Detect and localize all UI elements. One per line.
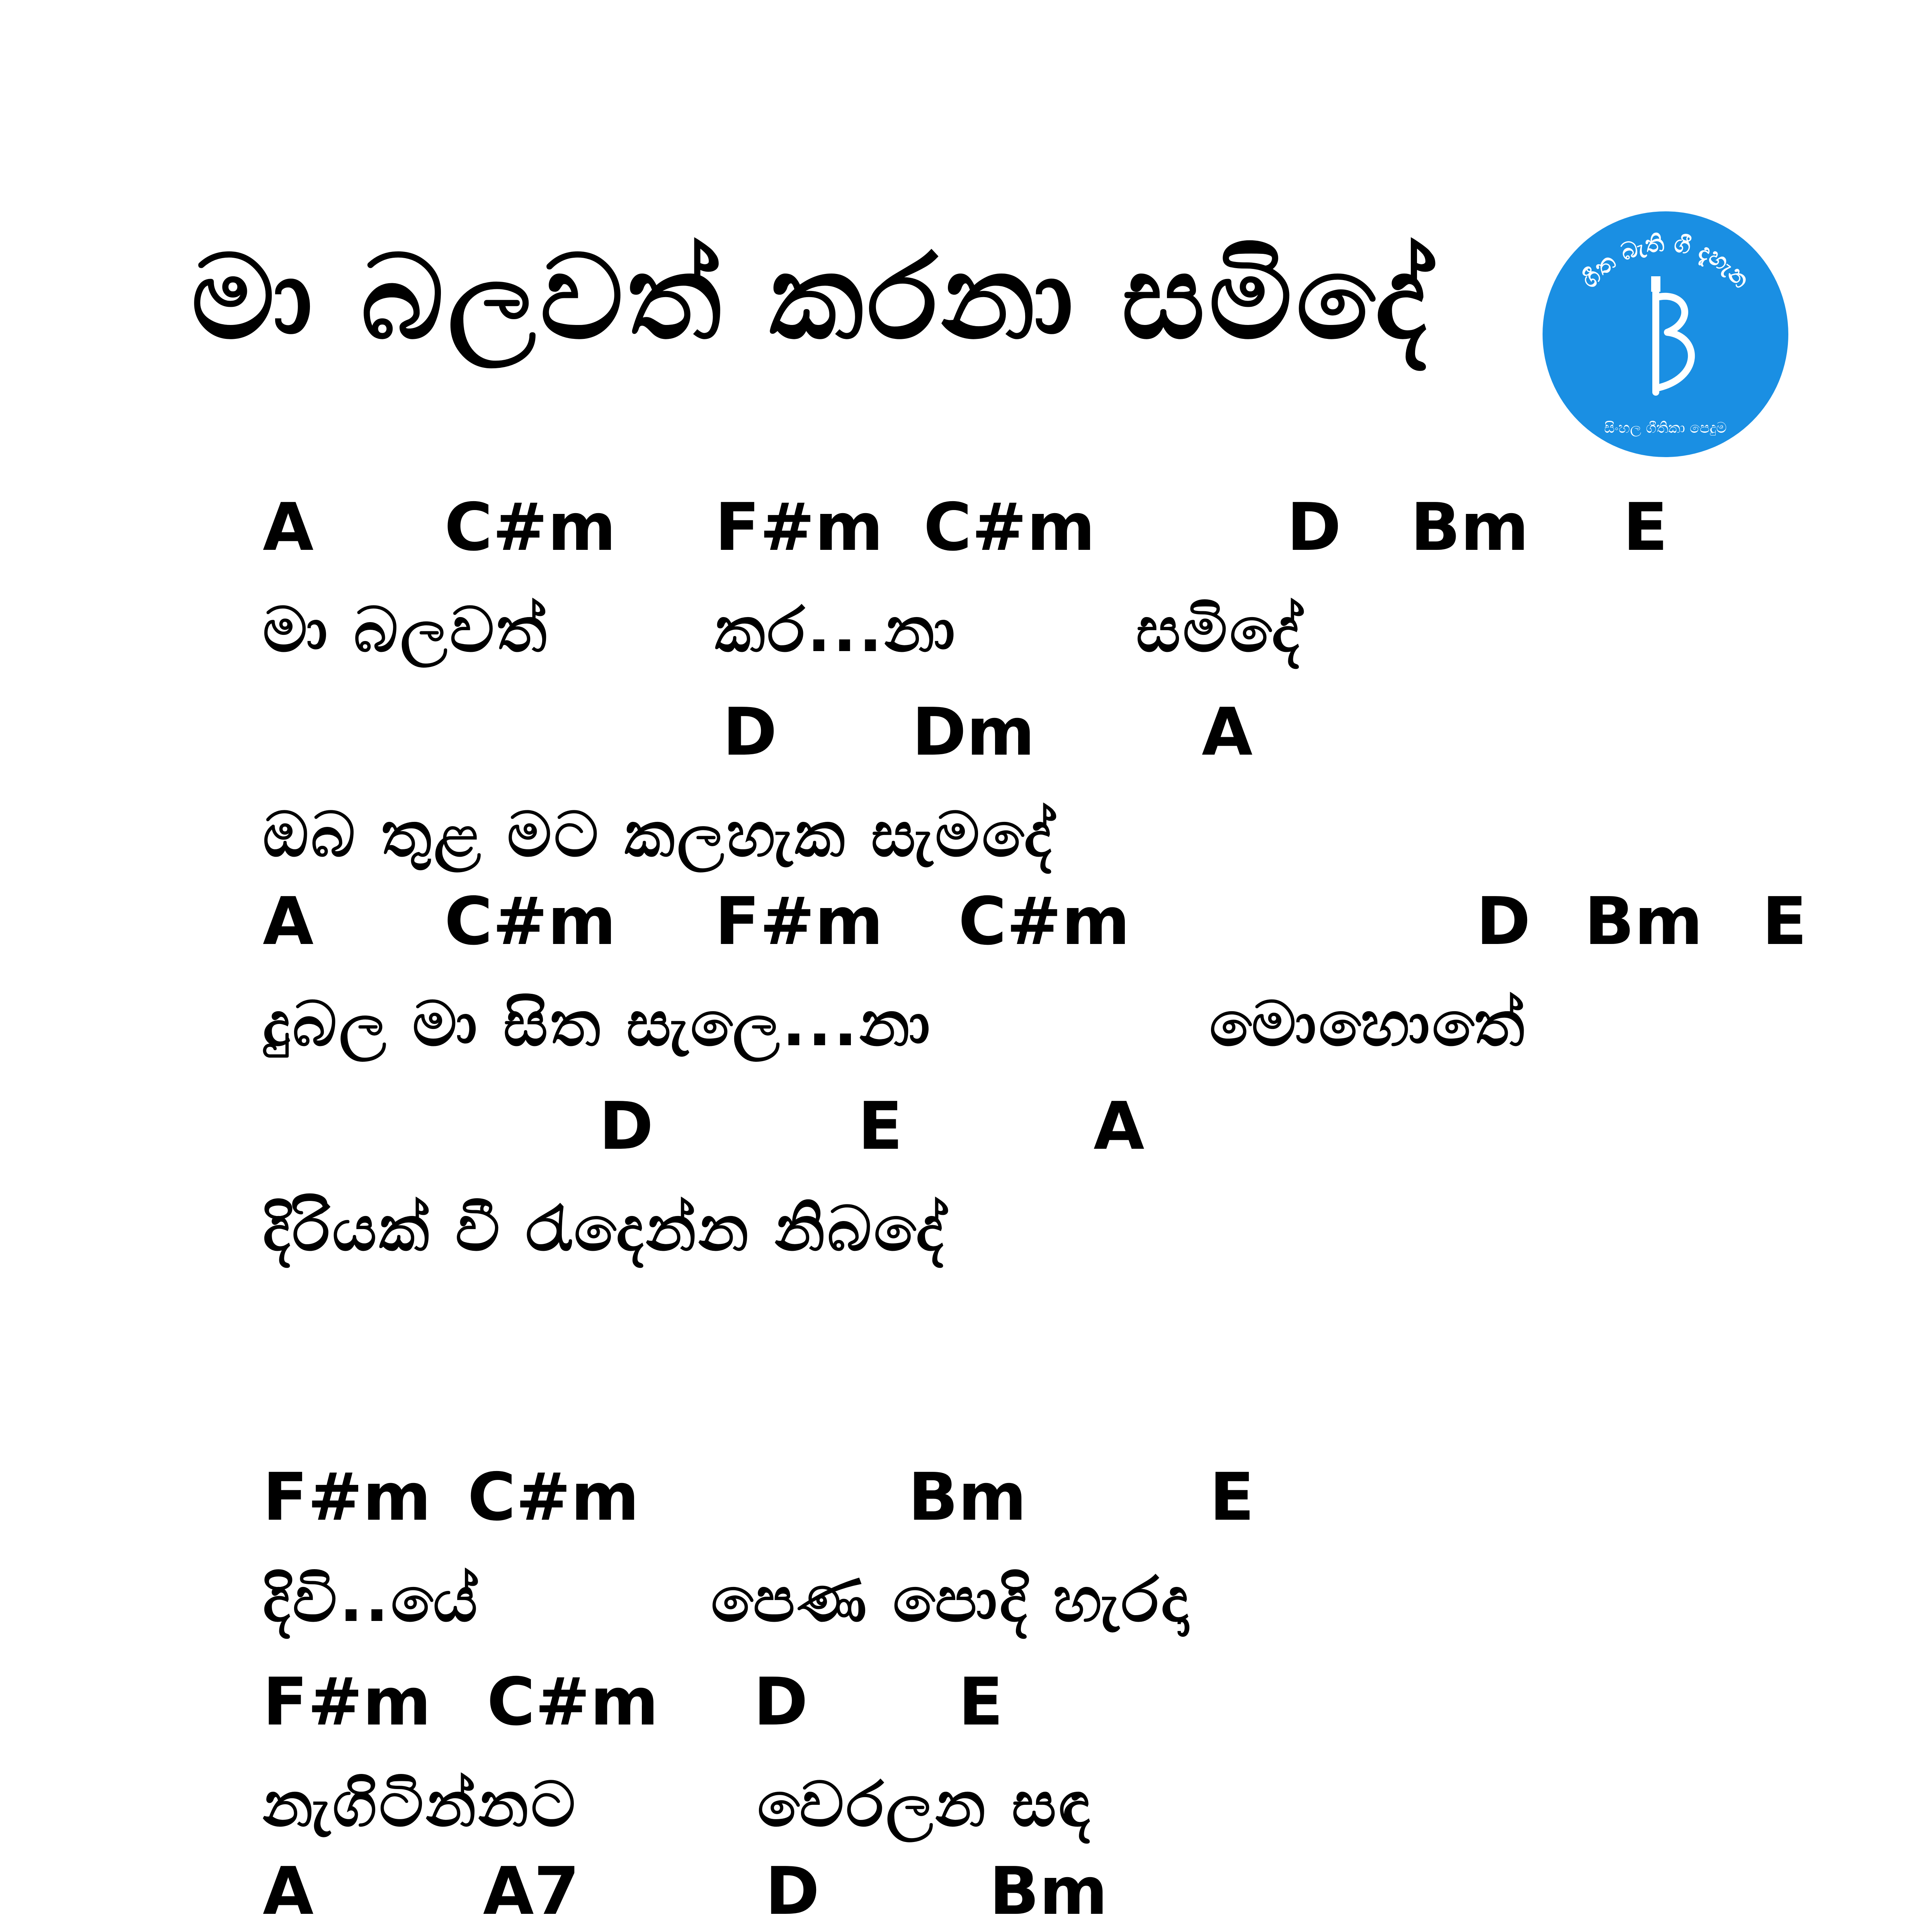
- chord: C#m: [958, 883, 1130, 960]
- chord: A: [263, 883, 314, 960]
- lyric-line: මොහොතේ: [1209, 988, 1527, 1060]
- chord: F#m: [715, 883, 883, 960]
- chord: Bm: [1410, 489, 1529, 566]
- chord: F#m: [263, 1459, 431, 1536]
- chord: E: [1762, 883, 1807, 960]
- chord: D: [599, 1088, 654, 1165]
- chord: C#m: [444, 489, 616, 566]
- lyric-line: දුබල මා සිත සැලෙ...නා: [263, 988, 932, 1060]
- lyric-line: නැගිටින්නට: [263, 1768, 578, 1840]
- chord: D: [1287, 489, 1342, 566]
- chord: D: [754, 1664, 808, 1740]
- chord: C#m: [487, 1664, 659, 1740]
- chord: A: [1202, 694, 1253, 770]
- chord: D: [723, 694, 777, 770]
- lyric-line: ඔබ තුළ මට කලහැක සැමදේ: [263, 798, 1054, 871]
- chord: D: [765, 1853, 820, 1930]
- lyric-line: දිරියක් වී රැදෙන්න නිබදේ: [263, 1192, 946, 1265]
- chord: E: [1209, 1459, 1255, 1536]
- chord: A: [263, 1853, 314, 1930]
- chord: E: [958, 1664, 1004, 1740]
- chord: Dm: [912, 694, 1035, 770]
- lyric-line: කර...නා: [715, 594, 958, 666]
- logo: [1540, 209, 1791, 460]
- chord: C#m: [924, 489, 1095, 566]
- lyric-line: දිවි..යේ: [263, 1563, 480, 1636]
- logo-arc-text: ගීත බැති ගී දැහැන: [1575, 230, 1755, 293]
- chord: E: [858, 1088, 903, 1165]
- chord: Bm: [908, 1459, 1027, 1536]
- lyric-line: සමිදේ: [1136, 594, 1302, 666]
- chord: C#m: [468, 1459, 640, 1536]
- chord: F#m: [715, 489, 883, 566]
- logo-bottom-text: සිංහල ගීතිකා පෙදුම: [1604, 419, 1727, 436]
- chord: Bm: [1584, 883, 1703, 960]
- chord: Bm: [989, 1853, 1108, 1930]
- chord: D: [1476, 883, 1531, 960]
- chord: F#m: [263, 1664, 431, 1740]
- chord: E: [1623, 489, 1668, 566]
- chord: C#m: [444, 883, 616, 960]
- chord: A: [1094, 1088, 1145, 1165]
- chord: A: [263, 489, 314, 566]
- song-title: මා බලවත් කරනා සමිදේ: [191, 230, 1431, 365]
- lyric-line: වෙරලන සඳ: [757, 1768, 1092, 1840]
- chord: A7: [483, 1853, 580, 1930]
- lyric-line: මා බලවත්: [263, 594, 549, 666]
- lyric-line: පෙණ පොදි හැරදා: [711, 1563, 1191, 1636]
